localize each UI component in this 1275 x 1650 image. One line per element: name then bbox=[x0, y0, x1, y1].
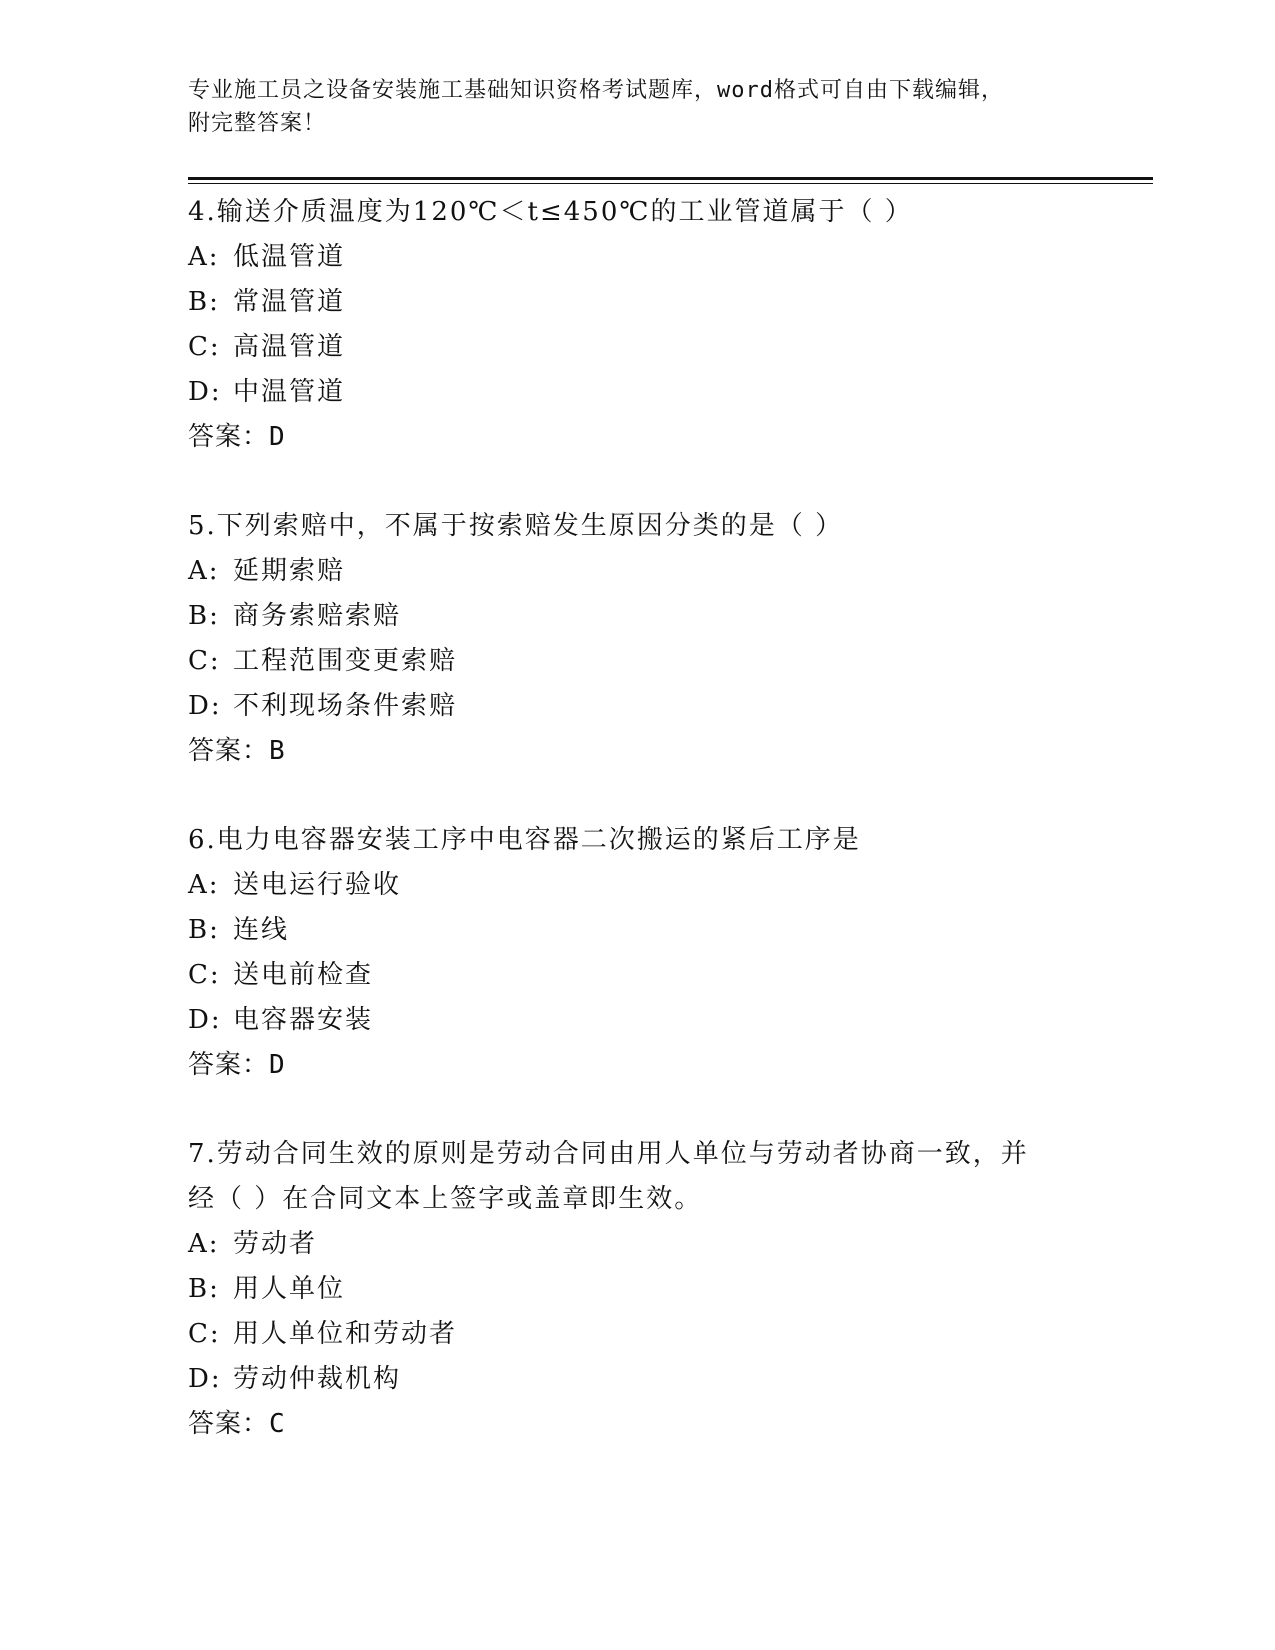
option-text: 低温管道 bbox=[233, 242, 346, 272]
option-c bbox=[188, 639, 1088, 684]
question-stem-line-1: 7.劳动合同生效的原则是劳动合同由用人单位与劳动者协商一致，并 bbox=[188, 1139, 1029, 1169]
option-text: 商务索赔索赔 bbox=[233, 601, 402, 631]
option-b bbox=[188, 594, 1088, 639]
option-letter: B: bbox=[188, 1274, 220, 1304]
option-a bbox=[188, 549, 1088, 594]
option-letter: A: bbox=[188, 1229, 220, 1259]
option-letter: B: bbox=[188, 915, 220, 945]
option-text: 送电运行验收 bbox=[233, 870, 402, 900]
option-b bbox=[188, 1267, 1088, 1312]
option-a bbox=[188, 863, 1088, 908]
option-d bbox=[188, 684, 1088, 729]
option-text: 劳动者 bbox=[233, 1229, 318, 1259]
question-stem: 6.电力电容器安装工序中电容器二次搬运的紧后工序是 bbox=[188, 825, 861, 855]
option-text: 工程范围变更索赔 bbox=[233, 646, 458, 676]
option-letter: A: bbox=[188, 242, 220, 272]
option-text: 中温管道 bbox=[233, 377, 346, 407]
option-d bbox=[188, 998, 1088, 1043]
option-text: 劳动仲裁机构 bbox=[233, 1364, 402, 1394]
option-c bbox=[188, 1312, 1088, 1357]
option-b bbox=[188, 280, 1088, 325]
header-line-1: 专业施工员之设备安装施工基础知识资格考试题库，word格式可自由下载编辑， bbox=[188, 78, 1004, 103]
document-header bbox=[188, 74, 1088, 140]
answer-line: 答案：C bbox=[188, 1409, 286, 1439]
option-b bbox=[188, 908, 1088, 953]
option-c bbox=[188, 325, 1088, 370]
option-text: 不利现场条件索赔 bbox=[233, 691, 458, 721]
option-letter: C: bbox=[188, 332, 221, 362]
question-stem: 4.输送介质温度为120℃＜t≤450℃的工业管道属于（ ） bbox=[188, 197, 913, 227]
question-5 bbox=[188, 504, 1088, 774]
question-6 bbox=[188, 818, 1088, 1088]
answer-line: 答案：B bbox=[188, 736, 286, 766]
option-a bbox=[188, 235, 1088, 280]
header-divider-thin bbox=[188, 183, 1153, 184]
option-d bbox=[188, 1357, 1088, 1402]
header-line-2: 附完整答案！ bbox=[188, 111, 327, 136]
option-c bbox=[188, 953, 1088, 998]
option-letter: A: bbox=[188, 556, 220, 586]
answer-line: 答案：D bbox=[188, 422, 286, 452]
option-letter: A: bbox=[188, 870, 220, 900]
option-text: 电容器安装 bbox=[233, 1005, 374, 1035]
option-d bbox=[188, 370, 1088, 415]
question-list bbox=[188, 190, 1088, 1491]
option-letter: C: bbox=[188, 646, 221, 676]
question-7 bbox=[188, 1132, 1088, 1447]
option-text: 延期索赔 bbox=[233, 556, 346, 586]
option-text: 用人单位 bbox=[233, 1274, 346, 1304]
option-text: 常温管道 bbox=[233, 287, 346, 317]
question-stem: 5.下列索赔中，不属于按索赔发生原因分类的是（ ） bbox=[188, 511, 844, 541]
option-text: 高温管道 bbox=[233, 332, 346, 362]
header-divider-thick bbox=[188, 177, 1153, 180]
option-letter: D: bbox=[188, 377, 222, 407]
option-letter: D: bbox=[188, 1364, 222, 1394]
answer-line: 答案：D bbox=[188, 1050, 286, 1080]
option-letter: C: bbox=[188, 1319, 221, 1349]
option-letter: C: bbox=[188, 960, 221, 990]
option-letter: D: bbox=[188, 691, 222, 721]
option-text: 送电前检查 bbox=[233, 960, 374, 990]
option-text: 连线 bbox=[233, 915, 290, 945]
option-a bbox=[188, 1222, 1088, 1267]
option-letter: B: bbox=[188, 287, 220, 317]
option-text: 用人单位和劳动者 bbox=[233, 1319, 458, 1349]
question-4 bbox=[188, 190, 1088, 460]
option-letter: D: bbox=[188, 1005, 222, 1035]
option-letter: B: bbox=[188, 601, 220, 631]
question-stem-line-2: 经（ ）在合同文本上签字或盖章即生效。 bbox=[188, 1184, 703, 1214]
